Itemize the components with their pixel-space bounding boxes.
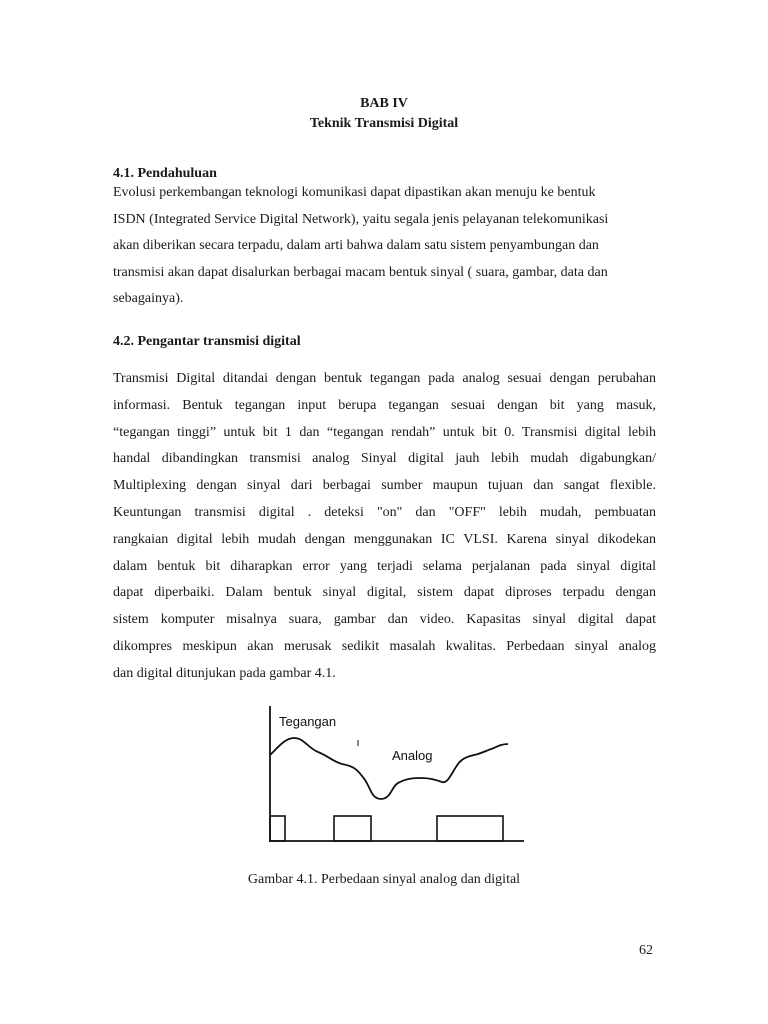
figure-caption: Gambar 4.1. Perbedaan sinyal analog dan digital <box>247 872 521 887</box>
section-title-pendahuluan: 4.1. Pendahuluan <box>113 166 217 181</box>
text-line: akan diberikan secara terpadu, dalam arti bahwa dalam satu sistem penyambungan dan <box>113 238 599 253</box>
text-line: sistem komputer misalnya suara, gambar dan video. Kapasitas sinyal digital dapat <box>113 612 656 628</box>
text-line: dalam bentuk bit diharapkan error yang terjadi selama perjalanan pada sinyal digital <box>113 558 656 574</box>
text-line: rangkaian digital lebih mudah dengan menggunakan IC VLSI. Karena sinyal dikodekan <box>113 531 656 547</box>
chapter-title: Teknik Transmisi Digital <box>309 116 459 131</box>
paragraph-pengantar <box>113 366 656 688</box>
text-line: ISDN (Integrated Service Digital Network), yaitu segala jenis pelayanan telekomunikasi <box>113 211 609 227</box>
text-line: Keuntungan transmisi digital . deteksi "on" dan "OFF" lebih mudah, pembuatan <box>113 504 656 520</box>
digital-pulse <box>270 816 285 841</box>
text-line: dikompres meskipun akan merusak sedikit masalah kwalitas. Perbedaan sinyal analog <box>113 638 656 654</box>
text-line: “tegangan tinggi” untuk bit 1 dan “tegangan rendah” untuk bit 0. Transmisi digital lebih <box>113 424 656 440</box>
y-axis-label: Tegangan <box>279 714 337 729</box>
paragraph-pendahuluan <box>113 180 658 313</box>
signal-figure <box>262 700 532 850</box>
analog-label: Analog <box>392 748 433 763</box>
text-line: Evolusi perkembangan teknologi komunikasi dapat dipastikan akan menuju ke bentuk <box>113 185 596 200</box>
text-line: sebagainya). <box>113 291 184 306</box>
text-line: dapat diperbaiki. Dalam bentuk sinyal digital, sistem dapat diproses terpadu dengan <box>113 585 656 601</box>
text-line: handal dibandingkan transmisi analog Sinyal digital jauh lebih mudah digabungkan/ <box>113 451 656 467</box>
chapter-number: BAB IV <box>360 96 408 111</box>
text-line: Transmisi Digital ditandai dengan bentuk tegangan pada analog sesuai dengan perubahan <box>113 371 656 386</box>
digital-pulse <box>437 816 503 841</box>
text-line: transmisi akan dapat disalurkan berbagai macam bentuk sinyal ( suara, gambar, data dan <box>113 264 608 280</box>
analog-waveform <box>270 738 508 799</box>
section-title-pengantar: 4.2. Pengantar transmisi digital <box>113 334 301 349</box>
text-line: dan digital ditunjukan pada gambar 4.1. <box>113 665 336 681</box>
text-line: informasi. Bentuk tegangan input berupa tegangan sesuai dengan bit yang masuk, <box>113 397 656 413</box>
digital-pulse <box>334 816 371 841</box>
text-line: Multiplexing dengan sinyal dari berbagai sumber maupun tujuan dan sangat flexible. <box>113 478 656 494</box>
page-number: 62 <box>639 943 653 958</box>
chapter-heading <box>0 94 768 134</box>
